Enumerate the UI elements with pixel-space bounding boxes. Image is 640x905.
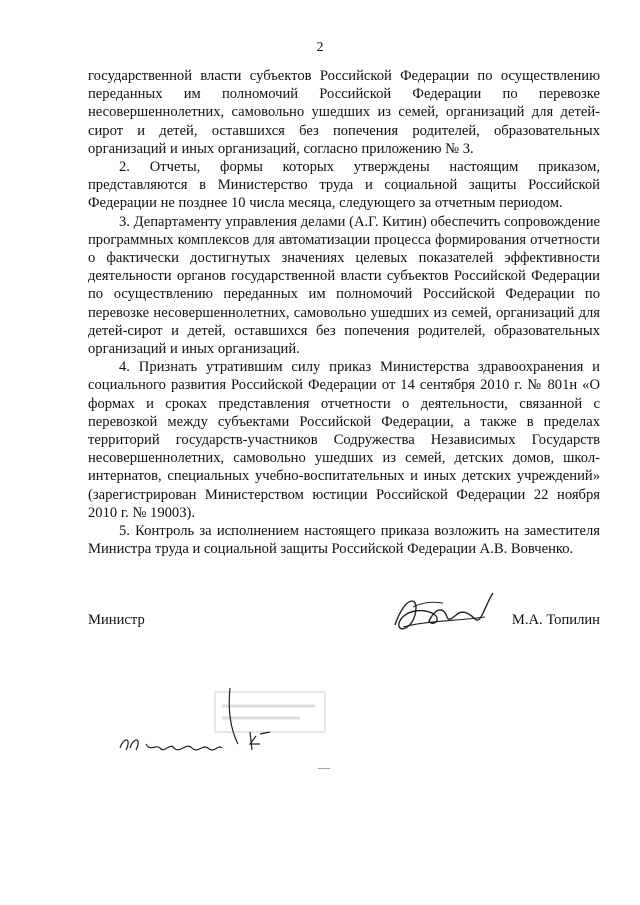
signer-name: М.А. Топилин (511, 612, 600, 628)
paragraph-continuation: государственной власти субъектов Российской Федерации по осуществлению переданных им полномочий Российской Федерации по перевозке несовершеннолетних, самовольно ушедших из семей, организаций для детей-сирот и детей, оставшихся без попечения родителей, образовательных организаций и иных организаций, согласно приложению № 3. (88, 68, 600, 157)
paragraph-3: 3. Департаменту управления делами (А.Г. Китин) обеспечить сопровождение программных комплексов для автоматизации процесса формирования отчетности о фактически достигнутых значениях целевых показателей эффективности деятельности органов государственной власти субъектов Российской Федерации по осуществлению переданных им полномочий Российской Федерации по перевозке несовершеннолетних, самовольно ушедших из семей, организаций для детей-сирот и детей, оставшихся без попечения родителей, образовательных организаций и иных организаций. (88, 213, 600, 358)
page-number: 2 (316, 40, 324, 55)
handwritten-signature (385, 585, 505, 645)
scan-mark (318, 768, 330, 769)
paragraph-4: 4. Признать утратившим силу приказ Министерства здравоохранения и социального развития Российской Федерации от 14 сентября 2010 г. № 801н «О формах и сроках представления отчетности о деятельности, связанной с перевозкой между субъектами Российской Федерации, а также в пределах территорий государств-участников Содружества Независимых Государств несовершеннолетних, самовольно ушедших из семей, детских домов, школ-интернатов, специальных учебно-воспитательных и иных детских учреждений» (зарегистрирован Министерством юстиции Российской Федерации 22 ноября 2010 г. № 19003). (88, 359, 600, 521)
stamp-and-handwritten-date (110, 688, 340, 768)
paragraph-5: 5. Контроль за исполнением настоящего приказа возложить на заместителя Министра труда и социальной защиты Российской Федерации А.В. Вовченко. (88, 523, 600, 558)
signer-title: Министр (88, 612, 145, 628)
signature-block (88, 612, 600, 642)
document-body (88, 67, 600, 558)
paragraph-2: 2. Отчеты, формы которых утверждены настоящим приказом, представляются в Министерство труда и социальной защиты Российской Федерации не позднее 10 числа месяца, следующего за отчетным периодом. (88, 159, 600, 212)
